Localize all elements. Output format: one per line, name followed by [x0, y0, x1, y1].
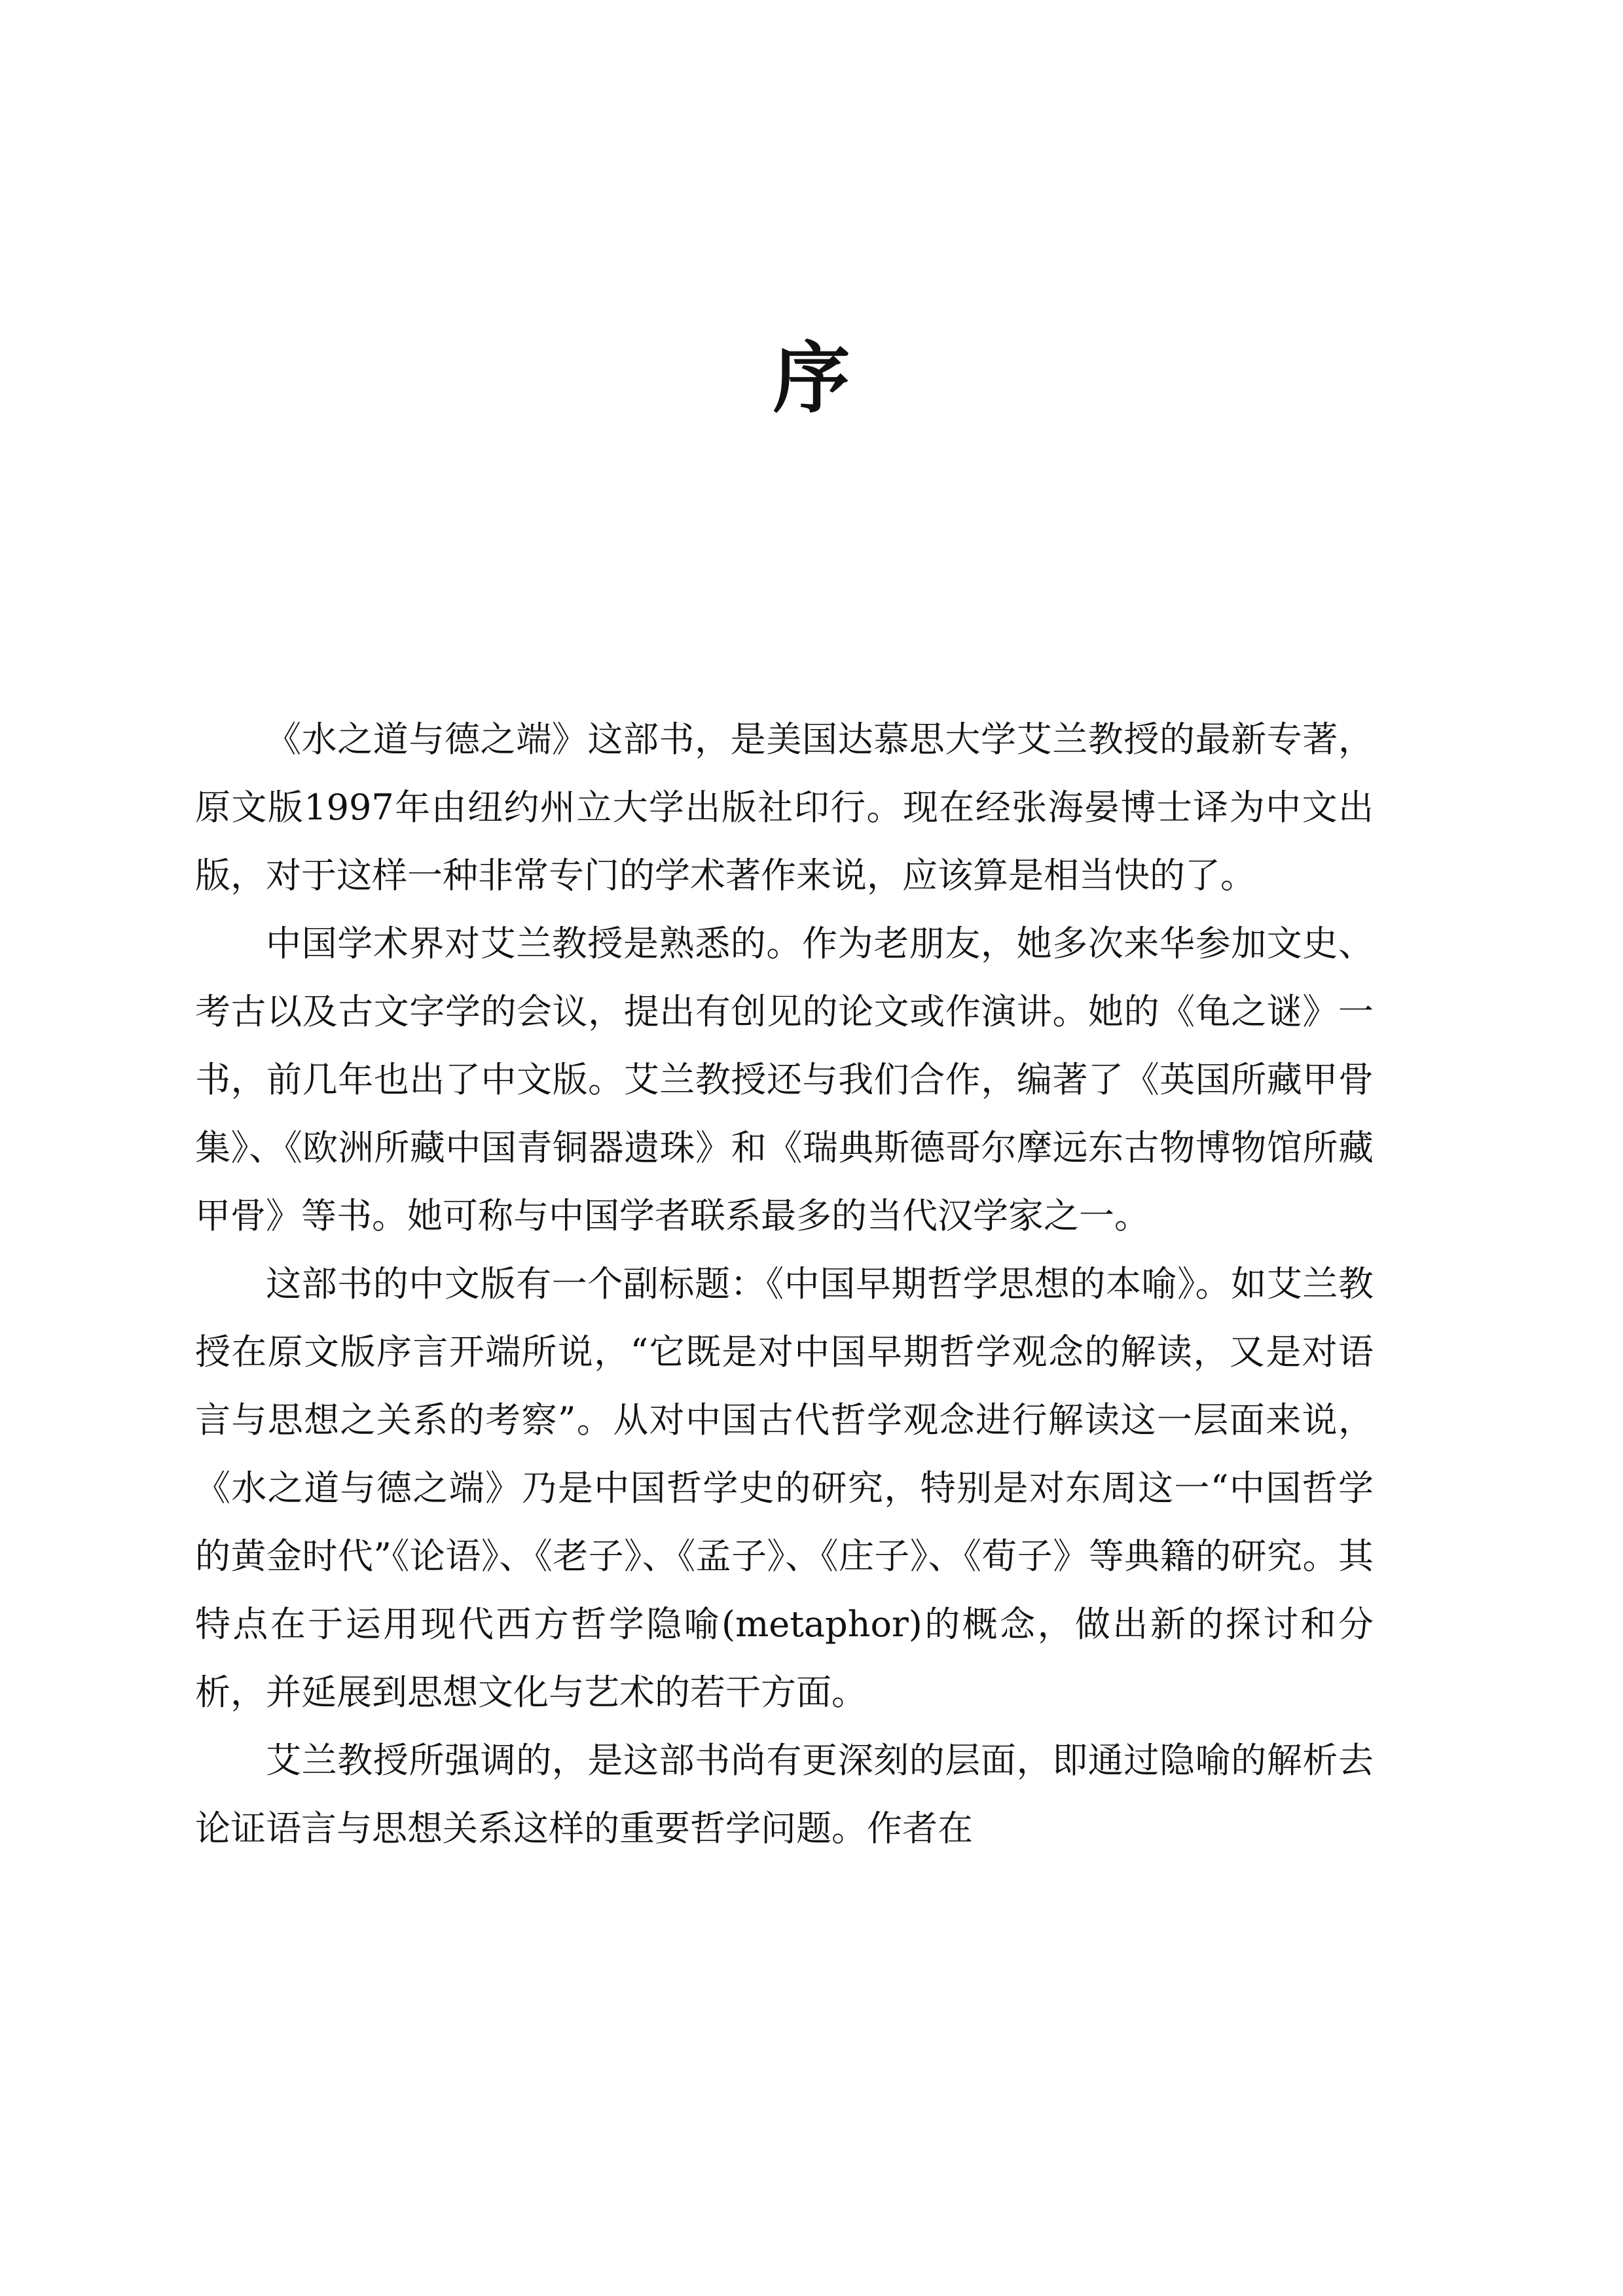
paragraph-2: 中国学术界对艾兰教授是熟悉的。作为老朋友，她多次来华参加文史、考古以及古文字学的会议，提出有创见的论文或作演讲。她的《龟之谜》一书，前几年也出了中文版。艾兰教授还与我们合作，编著了《英国所藏甲骨集》、《欧洲所藏中国青铜器遗珠》和《瑞典斯德哥尔摩远东古物博物馆所藏甲骨》等书。她可称与中国学者联系最多的当代汉学家之一。: [195, 923, 1374, 1236]
page-title: 序: [773, 332, 850, 424]
paragraph-3: 这部书的中文版有一个副标题：《中国早期哲学思想的本喻》。如艾兰教授在原文版序言开端所说，“它既是对中国早期哲学观念的解读，又是对语言与思想之关系的考察”。从对中国古代哲学观念进行解读这一层面来说，《水之道与德之端》乃是中国哲学史的研究，特别是对东周这一“中国哲学的黄金时代”《论语》、《老子》、《孟子》、《庄子》、《荀子》等典籍的研究。其特点在于运用现代西方哲学隐喻(metaphor)的概念，做出新的探讨和分析，并延展到思想文化与艺术的若干方面。: [195, 1263, 1374, 1713]
preface-body: [195, 706, 1374, 1863]
paragraph-4: 艾兰教授所强调的，是这部书尚有更深刻的层面，即通过隐喻的解析去论证语言与思想关系这样的重要哲学问题。作者在: [195, 1740, 1374, 1849]
paragraph-1: 《水之道与德之端》这部书，是美国达慕思大学艾兰教授的最新专著，原文版1997年由纽约州立大学出版社印行。现在经张海晏博士译为中文出版，对于这样一种非常专门的学术著作来说，应该算是相当快的了。: [195, 719, 1374, 896]
